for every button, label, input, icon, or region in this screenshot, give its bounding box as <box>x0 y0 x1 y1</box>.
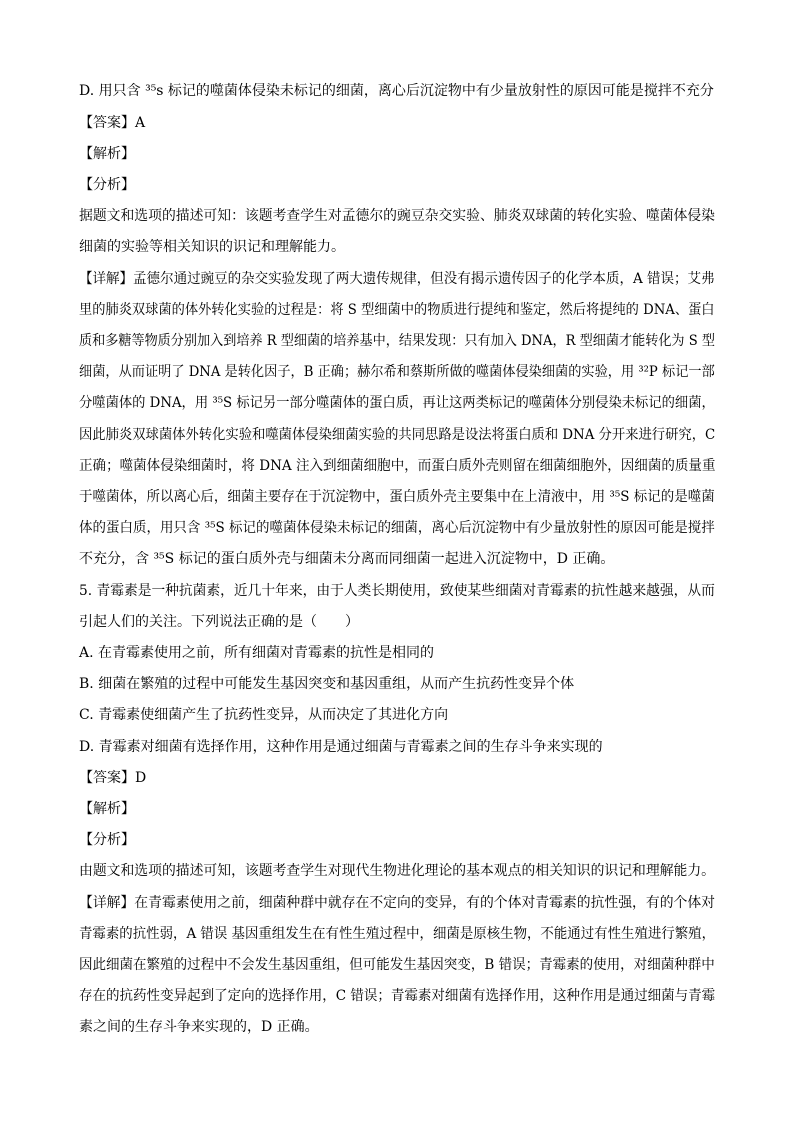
question-5-stem: 5. 青霉素是一种抗菌素，近几十年来，由于人类长期使用，致使某些细菌对青霉素的抗性越来越强，从而 <box>79 583 715 599</box>
analysis-heading: 【解析】 <box>79 146 135 162</box>
detail-text-line: 体的蛋白质，用只含 ³⁵S 标记的噬菌体侵染未标记的细菌，离心后沉淀物中有少量放射性的原因可能是搅拌 <box>79 520 715 536</box>
detail-text-line: 不充分，含 ³⁵S 标记的蛋白质外壳与细菌未分离而同细菌一起进入沉淀物中，D 正确。 <box>79 551 615 567</box>
subanalysis-heading: 【分析】 <box>79 177 135 193</box>
answer-label: 【答案】A <box>79 115 146 131</box>
detail-text-line: 里的肺炎双球菌的体外转化实验的过程是：将 S 型细菌中的物质进行提纯和鉴定，然后将提纯的 DNA、蛋白 <box>79 302 715 318</box>
detail-text-line: 正确；噬菌体侵染细菌时，将 DNA 注入到细菌细胞中，而蛋白质外壳则留在细菌细胞外，因细菌的质量重 <box>79 458 716 474</box>
answer-label: 【答案】D <box>79 770 147 786</box>
detail-text-line: 素之间的生存斗争来实现的，D 正确。 <box>79 1019 319 1035</box>
option-a: A. 在青霉素使用之前，所有细菌对青霉素的抗性是相同的 <box>79 645 435 661</box>
detail-text-line: 存在的抗药性变异起到了定向的选择作用，C 错误；青霉素对细菌有选择作用，这种作用是通过细菌与青霉 <box>79 988 716 1004</box>
option-b: B. 细菌在繁殖的过程中可能发生基因突变和基因重组，从而产生抗药性变异个体 <box>79 676 575 692</box>
analysis-heading: 【解析】 <box>79 801 135 817</box>
question-5-stem: 引起人们的关注。下列说法正确的是（ ） <box>79 614 359 630</box>
analysis-text-line: 由题文和选项的描述可知，该题考查学生对现代生物进化理论的基本观点的相关知识的识记和理解能力。 <box>79 863 716 879</box>
detail-text-line: 青霉素的抗性弱，A 错误 基因重组发生在有性生殖过程中，细菌是原核生物，不能通过有性生殖进行繁殖， <box>79 926 716 942</box>
detail-text-line: 【详解】孟德尔通过豌豆的杂交实验发现了两大遗传规律，但没有揭示遗传因子的化学本质，A 错误；艾弗 <box>79 271 715 287</box>
detail-text-line: 于噬菌体，所以离心后，细菌主要存在于沉淀物中，蛋白质外壳主要集中在上清液中，用 ³⁵S 标记的是噬菌 <box>79 489 715 505</box>
analysis-text-line: 细菌的实验等相关知识的识记和理解能力。 <box>79 239 345 255</box>
option-d: D. 青霉素对细菌有选择作用，这种作用是通过细菌与青霉素之间的生存斗争来实现的 <box>79 739 603 755</box>
detail-text-line: 质和多糖等物质分别加入到培养 R 型细菌的培养基中，结果发现：只有加入 DNA，R 型细菌才能转化为 S 型 <box>79 333 715 349</box>
detail-text-line: 细菌，从而证明了 DNA 是转化因子，B 正确；赫尔希和蔡斯所做的噬菌体侵染细菌的实验，用 ³²P 标记一部 <box>79 364 715 380</box>
detail-text-line: 因此细菌在繁殖的过程中不会发生基因重组，但可能发生基因突变，B 错误；青霉素的使用，对细菌种群中 <box>79 957 715 973</box>
analysis-text-line: 据题文和选项的描述可知：该题考查学生对孟德尔的豌豆杂交实验、肺炎双球菌的转化实验、噬菌体侵染 <box>79 208 716 224</box>
subanalysis-heading: 【分析】 <box>79 832 135 848</box>
option-c: C. 青霉素使细菌产生了抗药性变异，从而决定了其进化方向 <box>79 707 449 723</box>
detail-text-line: 因此肺炎双球菌体外转化实验和噬菌体侵染细菌实验的共同思路是设法将蛋白质和 DNA 分开来进行研究，C <box>79 427 716 443</box>
detail-text-line: 分噬菌体的 DNA，用 ³⁵S 标记另一部分噬菌体的蛋白质，再让这两类标记的噬菌体分别侵染未标记的细菌， <box>79 395 715 411</box>
detail-text-line: 【详解】在青霉素使用之前，细菌种群中就存在不定向的变异，有的个体对青霉素的抗性强，有的个体对 <box>79 895 716 911</box>
option-d-prev: D. 用只含 ³⁵s 标记的噬菌体侵染未标记的细菌，离心后沉淀物中有少量放射性的原因可能是搅拌不充分 <box>79 83 714 99</box>
